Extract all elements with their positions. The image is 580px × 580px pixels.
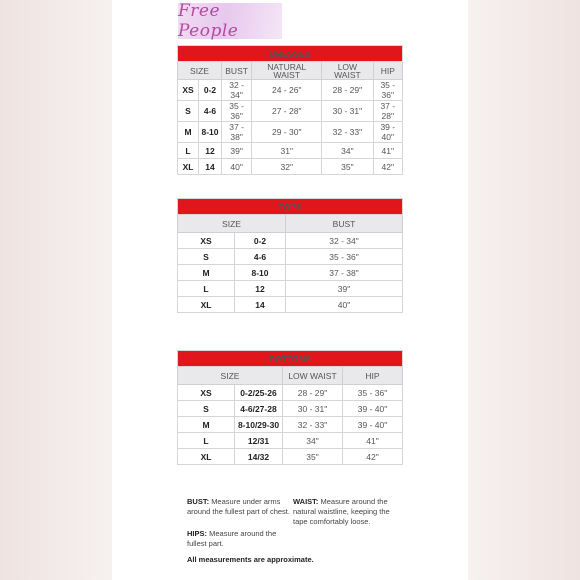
natural-waist-cell: 29 - 30": [252, 122, 322, 143]
table-row: [178, 159, 403, 175]
dresses-header-hip: HIP: [373, 62, 402, 80]
hip-cell: 41": [373, 143, 402, 159]
size-letter: XS: [178, 385, 235, 401]
bust-cell: 32 - 34": [286, 233, 403, 249]
size-number: 0-2: [235, 233, 286, 249]
size-letter: XS: [178, 80, 199, 101]
size-letter: XL: [178, 159, 199, 175]
size-number: 14: [235, 297, 286, 313]
tops-header-bust: BUST: [286, 215, 403, 233]
bottoms-title: BOTTOMS: [178, 351, 403, 367]
tops-header-size: SIZE: [178, 215, 286, 233]
waist-note-label: WAIST:: [293, 497, 319, 506]
low-waist-cell: 32 - 33": [322, 122, 373, 143]
hip-cell: 35 - 36": [343, 385, 403, 401]
natural-waist-cell: 24 - 26": [252, 80, 322, 101]
size-number: 14: [199, 159, 222, 175]
dresses-table: [177, 45, 403, 175]
size-number: 4-6/27-28: [235, 401, 283, 417]
size-letter: S: [178, 249, 235, 265]
disclaimer: All measurements are approximate.: [187, 555, 314, 564]
size-letter: XL: [178, 297, 235, 313]
size-number: 8-10/29-30: [235, 417, 283, 433]
bust-cell: 35 - 36": [286, 249, 403, 265]
hip-cell: 42": [373, 159, 402, 175]
table-row: [178, 265, 403, 281]
dresses-header-bust: BUST: [222, 62, 252, 80]
natural-waist-cell: 32": [252, 159, 322, 175]
size-letter: L: [178, 281, 235, 297]
waist-note-text: Measure around the natural waistline, keeping the tape comfortably loose.: [293, 497, 390, 526]
table-row: [178, 433, 403, 449]
hip-cell: 39 - 40": [343, 417, 403, 433]
low-waist-cell: 34": [283, 433, 343, 449]
table-row: [178, 385, 403, 401]
bottoms-header-size: SIZE: [178, 367, 283, 385]
bust-note-label: BUST:: [187, 497, 210, 506]
size-letter: M: [178, 417, 235, 433]
table-row: [178, 449, 403, 465]
hip-cell: 37 - 28": [373, 101, 402, 122]
low-waist-cell: 34": [322, 143, 373, 159]
size-number: 12: [235, 281, 286, 297]
size-letter: XS: [178, 233, 235, 249]
size-number: 0-2: [199, 80, 222, 101]
hips-note-label: HIPS:: [187, 529, 208, 538]
size-number: 8-10: [235, 265, 286, 281]
size-number: 0-2/25-26: [235, 385, 283, 401]
hip-cell: 39 - 40": [343, 401, 403, 417]
size-letter: S: [178, 101, 199, 122]
bust-cell: 35 - 36": [222, 101, 252, 122]
low-waist-cell: 30 - 31": [322, 101, 373, 122]
bust-cell: 40": [222, 159, 252, 175]
low-waist-cell: 35": [283, 449, 343, 465]
hip-cell: 35 - 36": [373, 80, 402, 101]
hip-cell: 39 - 40": [373, 122, 402, 143]
table-row: [178, 80, 403, 101]
table-row: [178, 249, 403, 265]
size-number: 4-6: [235, 249, 286, 265]
hips-note-text: Measure around the fullest part.: [187, 529, 277, 548]
size-number: 4-6: [199, 101, 222, 122]
bust-cell: 32 - 34": [222, 80, 252, 101]
table-row: [178, 401, 403, 417]
table-row: [178, 417, 403, 433]
table-row: [178, 101, 403, 122]
table-row: [178, 122, 403, 143]
natural-waist-cell: 31": [252, 143, 322, 159]
tops-table: [177, 198, 403, 313]
table-row: [178, 281, 403, 297]
bust-note: [187, 497, 295, 517]
size-chart-sheet: [112, 0, 468, 580]
natural-waist-cell: 27 - 28": [252, 101, 322, 122]
dresses-header-size: SIZE: [178, 62, 222, 80]
hip-cell: 42": [343, 449, 403, 465]
low-waist-cell: 32 - 33": [283, 417, 343, 433]
tops-title: TOPS: [178, 199, 403, 215]
size-letter: L: [178, 143, 199, 159]
table-row: [178, 143, 403, 159]
bottoms-header-hip: HIP: [343, 367, 403, 385]
size-number: 14/32: [235, 449, 283, 465]
background-left: [0, 0, 112, 580]
size-letter: XL: [178, 449, 235, 465]
bust-cell: 39": [222, 143, 252, 159]
dresses-header-natural-waist: NATURAL WAIST: [252, 62, 322, 80]
size-number: 8-10: [199, 122, 222, 143]
size-number: 12/31: [235, 433, 283, 449]
low-waist-cell: 30 - 31": [283, 401, 343, 417]
size-letter: M: [178, 265, 235, 281]
bust-cell: 40": [286, 297, 403, 313]
low-waist-cell: 28 - 29": [283, 385, 343, 401]
bust-cell: 37 - 38": [222, 122, 252, 143]
size-letter: S: [178, 401, 235, 417]
hips-note: [187, 529, 287, 549]
bottoms-table: [177, 350, 403, 465]
brand-logo-text: Free People: [178, 1, 239, 41]
dresses-header-low-waist: LOW WAIST: [322, 62, 373, 80]
bust-cell: 37 - 38": [286, 265, 403, 281]
size-letter: L: [178, 433, 235, 449]
hip-cell: 41": [343, 433, 403, 449]
bust-note-text: Measure under arms around the fullest part of chest.: [187, 497, 290, 516]
background-right: [468, 0, 580, 580]
low-waist-cell: 28 - 29": [322, 80, 373, 101]
table-row: [178, 297, 403, 313]
bottoms-header-low-waist: LOW WAIST: [283, 367, 343, 385]
size-number: 12: [199, 143, 222, 159]
low-waist-cell: 35": [322, 159, 373, 175]
size-letter: M: [178, 122, 199, 143]
bust-cell: 39": [286, 281, 403, 297]
waist-note: [293, 497, 397, 527]
dresses-title: DRESSES: [178, 46, 403, 62]
brand-logo: [178, 3, 282, 39]
table-row: [178, 233, 403, 249]
